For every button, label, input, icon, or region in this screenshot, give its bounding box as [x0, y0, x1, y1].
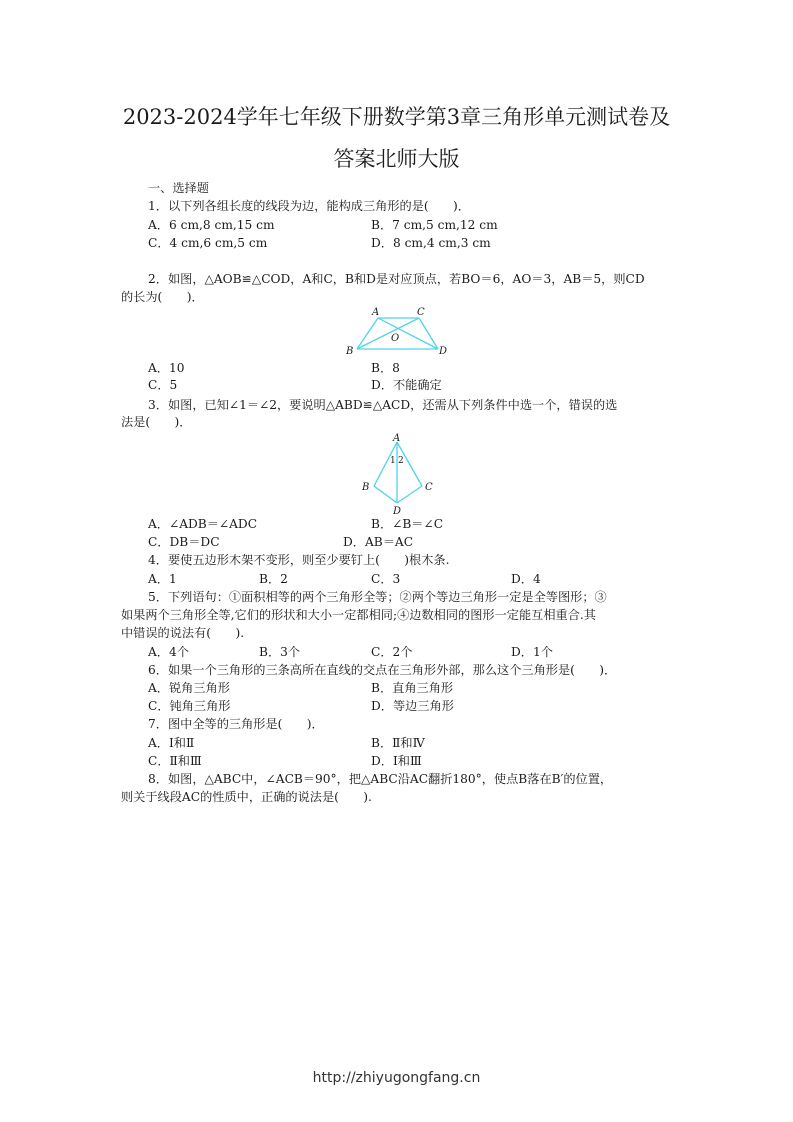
q5-option-d: D．1个 [511, 645, 553, 659]
q3-angle-2: 2 [398, 456, 404, 466]
q8-stem-2: 则关于线段AC的性质中，正确的说法是( ). [121, 790, 372, 804]
section-heading: 一、选择题 [148, 181, 209, 195]
q7-stem: 7．图中全等的三角形是( )． [148, 717, 324, 731]
title-line-2: 答案北师大版 [333, 147, 460, 171]
q5-stem-3: 中错误的说法有( ). [121, 626, 245, 640]
q3-stem-1: 3．如图，已知∠1＝∠2，要说明△ABD≌△ACD，还需从下列条件中选一个，错误的选 [148, 398, 618, 412]
q3-label-c: C [425, 482, 433, 493]
q3-option-c: C．DB＝DC [148, 535, 220, 549]
q3-angle-1: 1 [390, 456, 396, 466]
q2-label-o: O [391, 333, 400, 344]
q1-option-b: B．7 cm,5 cm,12 cm [371, 218, 498, 232]
q3-figure [352, 430, 442, 516]
q5-stem-1: 5．下列语句：①面积相等的两个三角形全等；②两个等边三角形一定是全等图形；③ [148, 590, 607, 604]
q3-stem-2: 法是( )． [121, 415, 192, 429]
q1-option-d: D．8 cm,4 cm,3 cm [371, 236, 491, 250]
q3-segment-cd [397, 486, 422, 503]
q4-option-d: D．4 [511, 572, 541, 586]
q2-figure [338, 304, 456, 358]
q8-stem-1: 8．如图，△ABC中，∠ACB＝90°，把△ABC沿AC翻折180°，使点B落在B′的位置， [148, 772, 613, 786]
q3-label-a: A [393, 433, 401, 444]
q2-option-c: C．5 [148, 378, 178, 392]
q7-option-a: A．Ⅰ和Ⅱ [148, 736, 195, 750]
q5-option-c: C．2个 [371, 645, 413, 659]
q1-option-a: A．6 cm,8 cm,15 cm [148, 218, 275, 232]
q2-option-d: D．不能确定 [371, 378, 442, 392]
q3-option-d: D．AB＝AC [343, 535, 414, 549]
q2-option-a: A．10 [148, 361, 185, 375]
q7-option-c: C．Ⅱ和Ⅲ [148, 754, 202, 768]
q2-stem-1: 2．如图，△AOB≌△COD，A和C，B和D是对应顶点，若BO＝6，AO＝3，AB＝5，则CD [148, 272, 645, 286]
q2-label-b: B [346, 346, 354, 357]
q7-option-d: D．Ⅰ和Ⅲ [371, 754, 422, 768]
q4-option-c: C．3 [371, 572, 401, 586]
q1-option-c: C．4 cm,6 cm,5 cm [148, 236, 268, 250]
q2-stem-2: 的长为( )． [121, 290, 204, 304]
q6-option-d: D．等边三角形 [371, 699, 454, 713]
footer-url[interactable]: http://zhiyugongfang.cn [312, 1070, 481, 1086]
q6-option-a: A．锐角三角形 [148, 681, 230, 695]
q2-label-a: A [372, 307, 380, 318]
q4-option-a: A．1 [148, 572, 177, 586]
q3-option-b: B．∠B＝∠C [371, 517, 444, 531]
q7-option-b: B．Ⅱ和Ⅳ [371, 736, 425, 750]
q3-label-b: B [362, 482, 370, 493]
q6-option-b: B．直角三角形 [371, 681, 454, 695]
q5-option-b: B．3个 [259, 645, 301, 659]
q2-option-b: B．8 [371, 361, 400, 375]
q1-stem: 1．以下列各组长度的线段为边，能构成三角形的是( )． [148, 199, 470, 213]
q3-segment-bd [374, 486, 397, 503]
q2-label-c: C [417, 307, 425, 318]
q3-option-a: A．∠ADB＝∠ADC [148, 517, 258, 531]
q4-option-b: B．2 [259, 572, 288, 586]
title-line-1: 2023-2024学年七年级下册数学第3章三角形单元测试卷及 [122, 105, 671, 129]
q6-stem: 6．如果一个三角形的三条高所在直线的交点在三角形外部，那么这个三角形是( )． [148, 663, 617, 677]
q5-stem-2: 如果两个三角形全等,它们的形状和大小一定都相同;④边数相同的图形一定能互相重合.其 [121, 608, 596, 622]
q5-option-a: A．4个 [148, 645, 189, 659]
q6-option-c: C．钝角三角形 [148, 699, 231, 713]
q2-label-d: D [439, 346, 448, 357]
q4-stem: 4．要使五边形木架不变形，则至少要钉上( )根木条. [148, 553, 450, 567]
q3-label-d: D [393, 506, 402, 516]
